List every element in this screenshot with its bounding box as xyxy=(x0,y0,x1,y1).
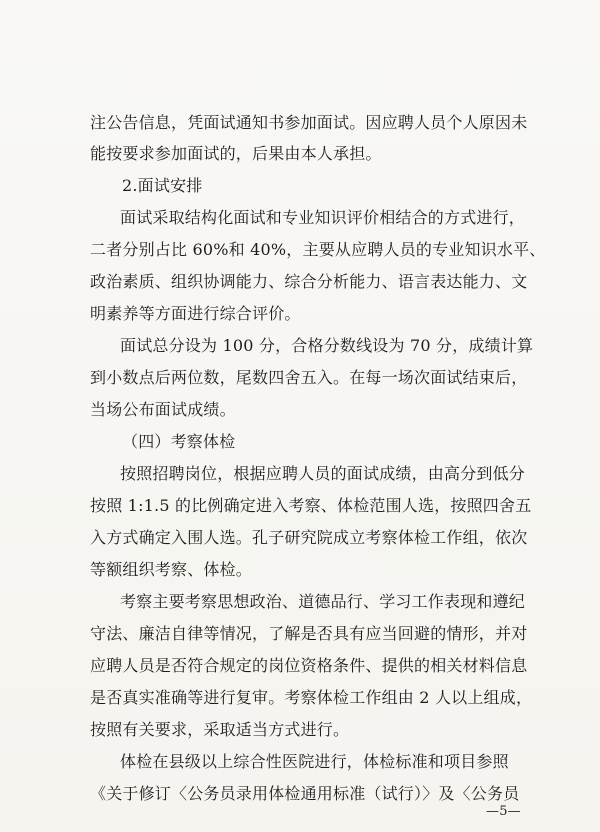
body-text-line-17: 守法、廉洁自律等情况，了解是否具有应当回避的情形，并对 xyxy=(90,624,528,643)
body-text-line-21: 体检在县级以上综合性医院进行，体检标准和项目参照 xyxy=(120,752,509,771)
body-text-line-7: 明素养等方面进行综合评价。 xyxy=(90,304,301,323)
body-text-line-19: 是否真实准确等进行复审。考察体检工作组由 2 人以上组成， xyxy=(90,688,533,707)
body-text-line-18: 应聘人员是否符合规定的岗位资格条件、提供的相关材料信息 xyxy=(90,656,528,675)
page-number: —5— xyxy=(486,804,521,819)
body-text-line-2: 能按要求参加面试的，后果由本人承担。 xyxy=(90,144,382,163)
body-text-line-4: 面试采取结构化面试和专业知识评价相结合的方式进行， xyxy=(120,208,526,227)
body-text-line-22: 《关于修订〈公务员录用体检通用标准（试行）〉及〈公务员 xyxy=(90,784,520,803)
body-text-line-9: 到小数点后两位数，尾数四舍五入。在每一场次面试结束后， xyxy=(90,368,528,387)
body-text-line-14: 入方式确定入围人选。孔子研究院成立考察体检工作组，依次 xyxy=(90,528,528,547)
section-heading-investigation-medical-check: （四）考察体检 xyxy=(122,432,236,451)
body-text-line-13: 按照 1:1.5 的比例确定进入考察、体检范围人选，按照四舍五 xyxy=(90,496,532,515)
body-text-line-6: 政治素质、组织协调能力、综合分析能力、语言表达能力、文 xyxy=(90,272,528,291)
body-text-line-8: 面试总分设为 100 分，合格分数线设为 70 分，成绩计算 xyxy=(120,336,534,355)
body-text-line-12: 按照招聘岗位，根据应聘人员的面试成绩，由高分到低分 xyxy=(120,464,526,483)
body-text-line-15: 等额组织考察、体检。 xyxy=(90,560,253,579)
body-text-line-16: 考察主要考察思想政治、道德品行、学习工作表现和遵纪 xyxy=(120,592,526,611)
body-text-line-10: 当场公布面试成绩。 xyxy=(90,400,236,419)
section-heading-interview-arrangement: 2.面试安排 xyxy=(122,176,203,195)
body-text-line-5: 二者分别占比 60%和 40%，主要从应聘人员的专业知识水平、 xyxy=(90,240,546,259)
body-text-line-20: 按照有关要求，采取适当方式进行。 xyxy=(90,720,350,739)
body-text-line-1: 注公告信息，凭面试通知书参加面试。因应聘人员个人原因未 xyxy=(90,113,528,132)
